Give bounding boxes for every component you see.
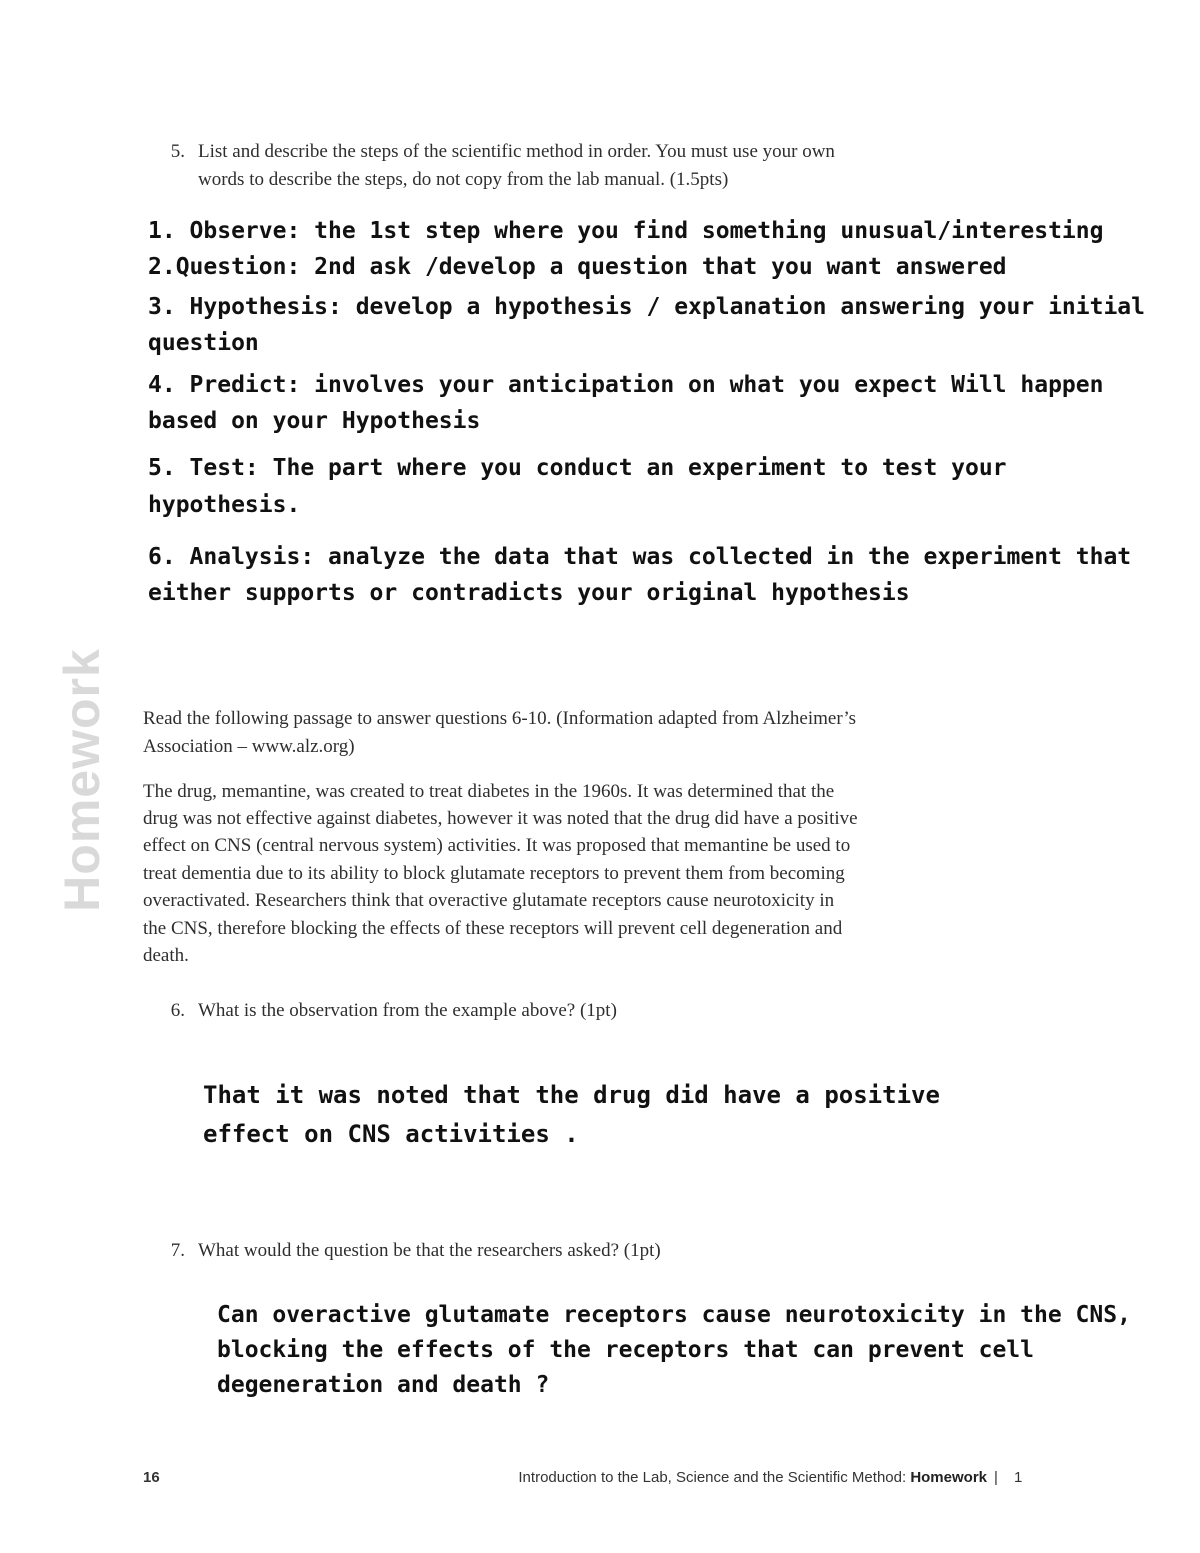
passage-intro-line-1: Read the following passage to answer questions 6-10. (Information adapted from Alzheimer’s	[143, 708, 857, 729]
passage-body-line: overactivated. Researchers think that overactive glutamate receptors cause neurotoxicity in	[143, 890, 835, 911]
passage-intro-line-2: Association – www.alz.org)	[143, 736, 355, 757]
footer-title	[518, 1469, 987, 1486]
question-5-line-1: List and describe the steps of the scientific method in order. You must use your own	[198, 141, 835, 162]
question-5-line-2: words to describe the steps, do not copy from the lab manual. (1.5pts)	[198, 169, 729, 190]
footer-course-title: Introduction to the Lab, Science and the Scientific Method:	[518, 1469, 911, 1486]
passage-body-line: the CNS, therefore blocking the effects of these receptors will prevent cell degeneration and	[143, 918, 843, 939]
footer-section: Homework	[910, 1469, 987, 1486]
passage-body-line: effect on CNS (central nervous system) activities. It was proposed that memantine be used to	[143, 835, 851, 856]
answer-5-step-hypothesis: 3. Hypothesis: develop a hypothesis / explanation answering your initial	[148, 294, 1145, 320]
answer-5-step-test: 5. Test: The part where you conduct an experiment to test your	[148, 455, 1007, 481]
answer-5-step-observe: 1. Observe: the 1st step where you find something unusual/interesting	[148, 218, 1104, 244]
passage-body-line: treat dementia due to its ability to block glutamate receptors to prevent them from becoming	[143, 863, 845, 884]
question-7-text: What would the question be that the researchers asked? (1pt)	[198, 1240, 661, 1261]
question-5-number: 5.	[170, 141, 185, 162]
question-7-number: 7.	[170, 1240, 185, 1261]
side-section-label: Homework	[54, 648, 110, 912]
question-6-number: 6.	[170, 1000, 185, 1021]
answer-5-step-question: 2.Question: 2nd ask /develop a question that you want answered	[148, 254, 1007, 280]
page-footer	[0, 1465, 1200, 1495]
question-6-text: What is the observation from the example above? (1pt)	[198, 1000, 617, 1021]
answer-5-step-test-cont: hypothesis.	[148, 492, 301, 518]
footer-separator: |	[994, 1469, 998, 1486]
answer-7-line-1: Can overactive glutamate receptors cause neurotoxicity in the CNS,	[217, 1302, 1131, 1328]
passage-body-line: drug was not effective against diabetes, however it was noted that the drug did have a positive	[143, 808, 858, 829]
answer-5-step-analysis-cont: either supports or contradicts your original hypothesis	[148, 580, 910, 606]
footer-sub-page: 1	[1014, 1469, 1023, 1486]
side-section-tab	[42, 650, 122, 910]
passage-body-line: The drug, memantine, was created to treat diabetes in the 1960s. It was determined that the	[143, 781, 835, 802]
answer-6-line-2: effect on CNS activities .	[203, 1120, 579, 1148]
answer-5-step-predict: 4. Predict: involves your anticipation on what you expect Will happen	[148, 372, 1104, 398]
answer-6-line-1: That it was noted that the drug did have a positive	[203, 1081, 940, 1109]
answer-5-step-analysis: 6. Analysis: analyze the data that was collected in the experiment that	[148, 544, 1132, 570]
answer-7-line-2: blocking the effects of the receptors that can prevent cell	[217, 1337, 1034, 1363]
answer-5-step-hypothesis-cont: question	[148, 330, 259, 356]
answer-7-line-3: degeneration and death ?	[217, 1372, 550, 1398]
answer-5-step-predict-cont: based on your Hypothesis	[148, 408, 481, 434]
page-number: 16	[143, 1469, 160, 1486]
passage-body-line: death.	[143, 945, 189, 966]
